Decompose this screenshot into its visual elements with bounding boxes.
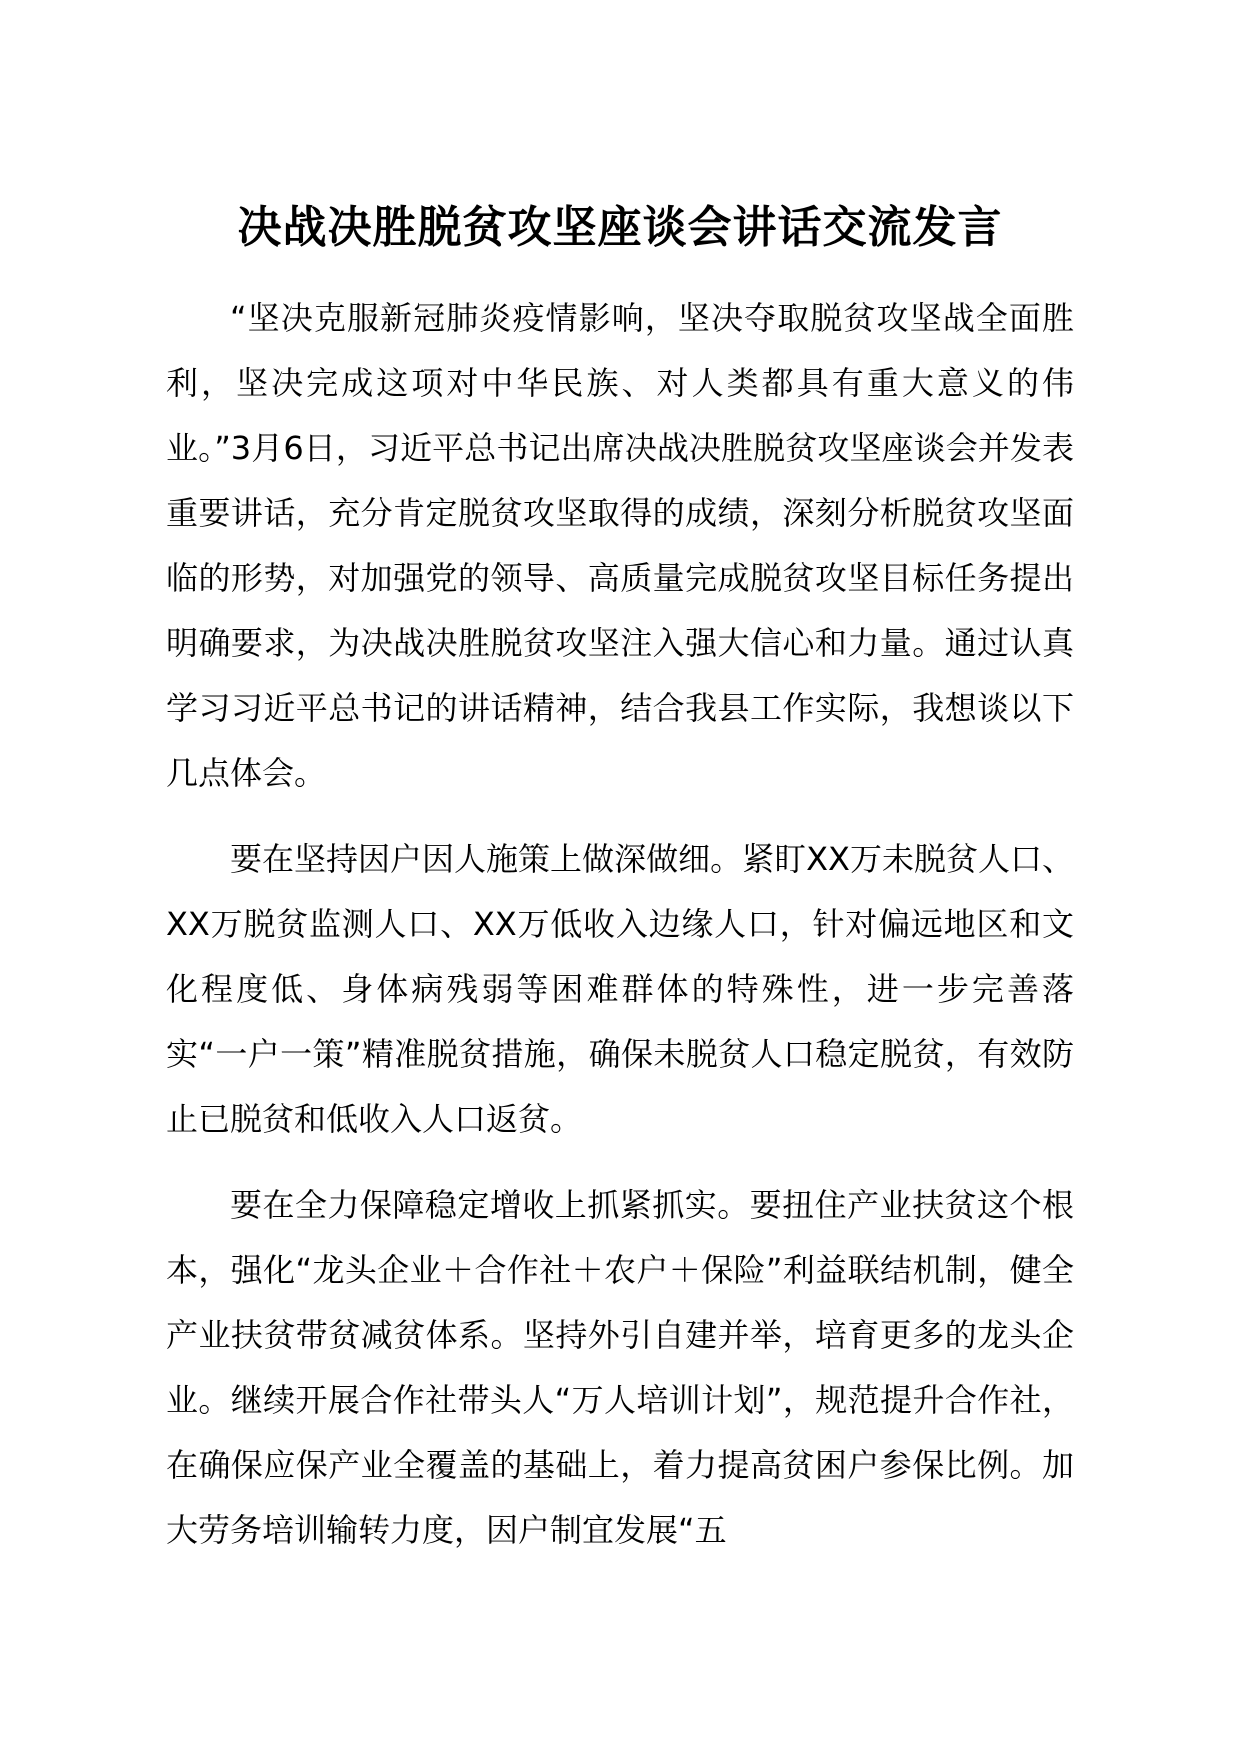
paragraph-income-growth: 要在全力保障稳定增收上抓紧抓实。要扭住产业扶贫这个根本，强化“龙头企业＋合作社＋农户＋保险”利益联结机制，健全产业扶贫带贫减贫体系。坚持外引自建并举，培育更多的龙头企业。继续开展合作社带头人“万人培训计划”，规范提升合作社，在确保应保产业全覆盖的基础上，着力提高贫困户参保比例。加大劳务培训输转力度，因户制宜发展“五 — [166, 1186, 1074, 1549]
paragraph-intro: “坚决克服新冠肺炎疫情影响，坚决夺取脱贫攻坚战全面胜利，坚决完成这项对中华民族、对人类都具有重大意义的伟业。”3月6日，习近平总书记出席决战决胜脱贫攻坚座谈会并发表重要讲话，充分肯定脱贫攻坚取得的成绩，深刻分析脱贫攻坚面临的形势，对加强党的领导、高质量完成脱贫攻坚目标任务提出明确要求，为决战决胜脱贫攻坚注入强大信心和力量。通过认真学习习近平总书记的讲话精神，结合我县工作实际，我想谈以下几点体会。 — [166, 299, 1074, 792]
paragraph-targeted-measures: 要在坚持因户因人施策上做深做细。紧盯XX万未脱贫人口、XX万脱贫监测人口、XX万低收入边缘人口，针对偏远地区和文化程度低、身体病残弱等困难群体的特殊性，进一步完善落实“一户一策”精准脱贫措施，确保未脱贫人口稳定脱贫，有效防止已脱贫和低收入人口返贫。 — [166, 840, 1074, 1138]
document-body — [166, 286, 1074, 1584]
document-title: 决战决胜脱贫攻坚座谈会讲话交流发言 — [237, 202, 1003, 253]
